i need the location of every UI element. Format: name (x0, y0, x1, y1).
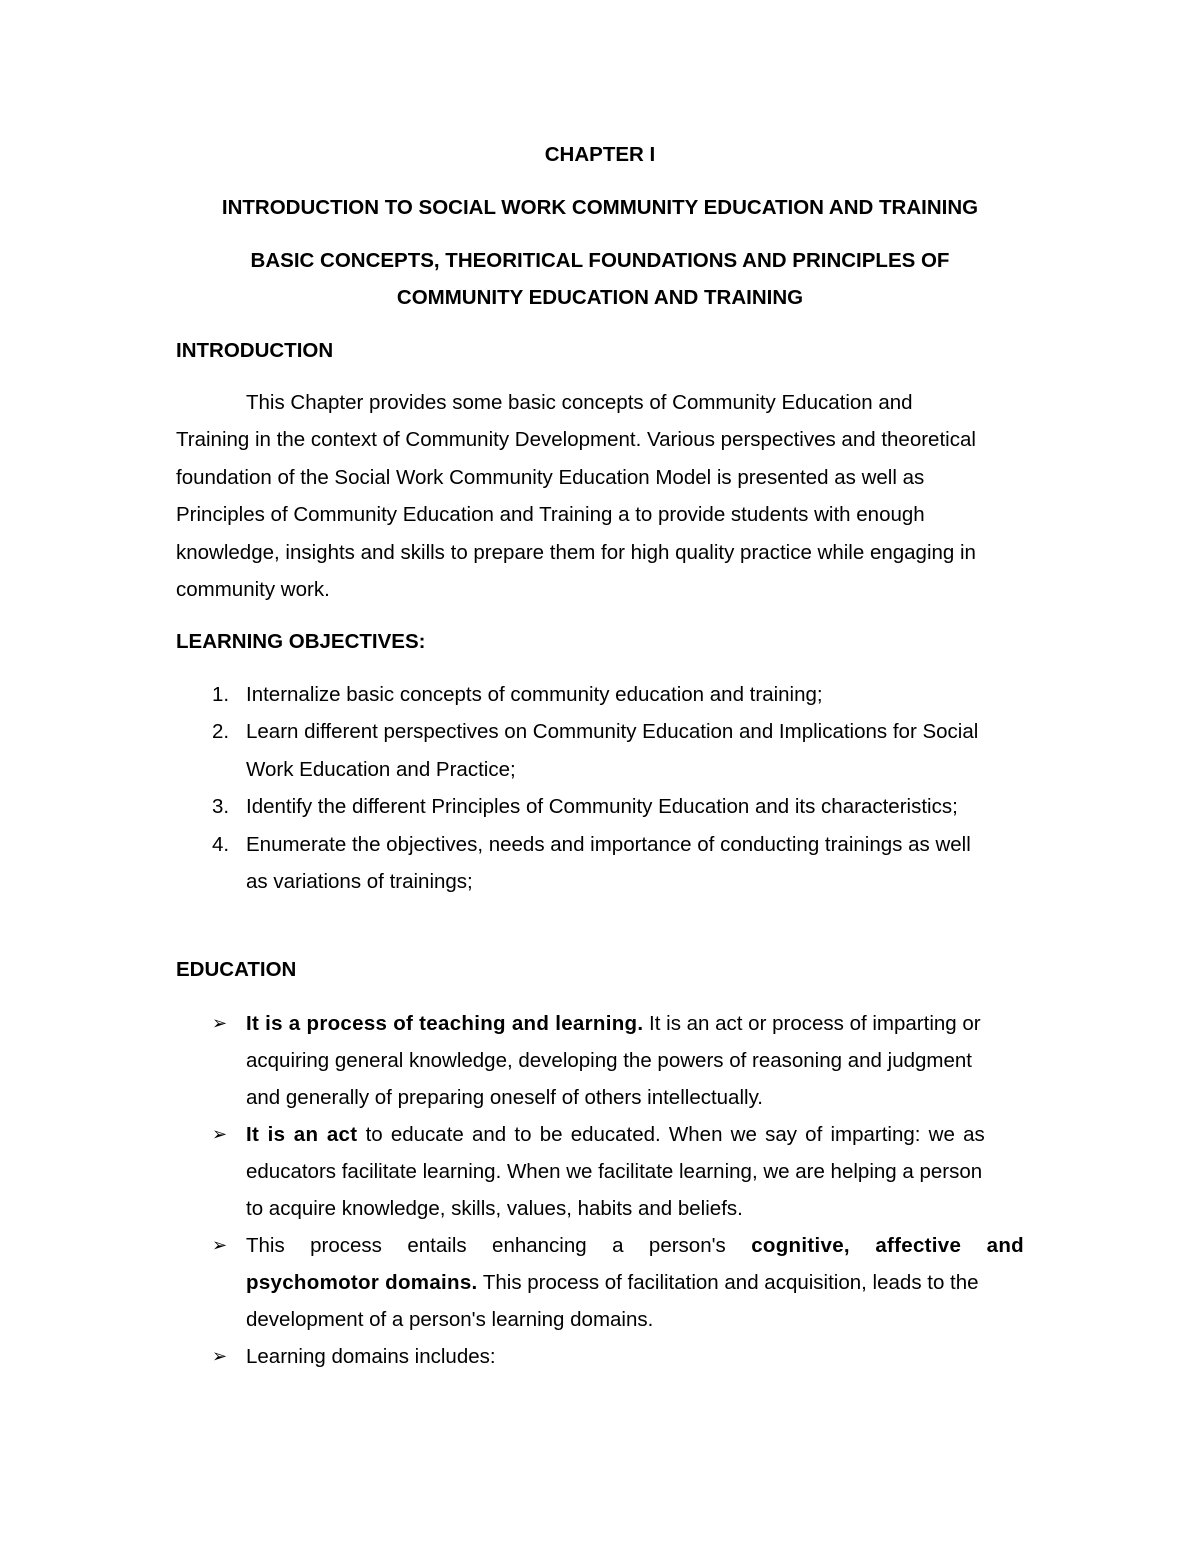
list-number: 2. (212, 720, 230, 744)
bullet-line (246, 1264, 1024, 1301)
list-number: 4. (212, 832, 230, 856)
arrow-bullet-icon: ➢ (212, 1346, 228, 1366)
education-bullet-list (176, 1005, 1024, 1375)
bullet-line: acquiring general knowledge, developing the powers of reasoning and judgment (246, 1049, 972, 1072)
bold-phrase: It is an act (246, 1123, 358, 1146)
bullet-line: development of a person's learning domains. (246, 1308, 654, 1331)
bold-phrase: It is a process of teaching and learning. (246, 1012, 644, 1035)
paragraph-line: foundation of the Social Work Community Education Model is presented as well as (176, 465, 925, 489)
bullet-word: enhancing (492, 1234, 587, 1257)
arrow-bullet-icon: ➢ (212, 1124, 228, 1144)
paragraph-line: Training in the context of Community Development. Various perspectives and theoretical (176, 428, 976, 452)
list-item-text: Work Education and Practice; (246, 757, 516, 781)
list-item (176, 1005, 1024, 1116)
learning-objectives-heading: LEARNING OBJECTIVES: (176, 630, 426, 653)
education-heading: EDUCATION (176, 958, 297, 981)
bold-phrase: psychomotor domains. (246, 1271, 478, 1294)
list-number: 3. (212, 795, 230, 819)
list-number: 1. (212, 683, 230, 706)
list-item-text: Learn different perspectives on Community Education and Implications for Social (246, 720, 979, 744)
bullet-line: Learning domains includes: (246, 1345, 496, 1368)
chapter-subtitle-line-2: COMMUNITY EDUCATION AND TRAINING (396, 286, 804, 309)
bullet-text: It is an act or process of imparting or (649, 1012, 981, 1035)
list-item-text: as variations of trainings; (246, 870, 473, 894)
introduction-paragraph (176, 384, 1024, 608)
bullet-line (246, 1227, 1024, 1264)
arrow-bullet-icon: ➢ (212, 1013, 228, 1033)
bold-word: and (986, 1234, 1024, 1257)
introduction-heading: INTRODUCTION (176, 339, 334, 362)
bullet-word: entails (407, 1234, 467, 1257)
bullet-word: process (310, 1234, 382, 1257)
list-item (176, 713, 1024, 788)
bullet-line: educators facilitate learning. When we facilitate learning, we are helping a person (246, 1160, 983, 1183)
list-item (176, 676, 1024, 713)
bullet-text: This process of facilitation and acquisition, leads to the (482, 1271, 979, 1294)
paragraph-line: community work. (176, 578, 330, 602)
paragraph-line: This Chapter provides some basic concepts of Community Education and (246, 391, 913, 414)
bold-word: affective (875, 1234, 962, 1257)
bullet-line: and generally of preparing oneself of others intellectually. (246, 1086, 763, 1109)
chapter-label: CHAPTER I (544, 143, 656, 166)
list-item (176, 1338, 1024, 1375)
bullet-line (246, 1005, 1024, 1042)
bullet-word: This (246, 1234, 285, 1257)
list-item-text: Enumerate the objectives, needs and importance of conducting trainings as well (246, 832, 971, 856)
bold-word: cognitive, (751, 1234, 850, 1257)
bullet-line: to acquire knowledge, skills, values, habits and beliefs. (246, 1197, 743, 1220)
document-page (176, 0, 1024, 1553)
list-item-text: Internalize basic concepts of community education and training; (246, 683, 823, 706)
list-item-text: Identify the different Principles of Community Education and its characteristics; (246, 795, 958, 819)
bullet-text: to educate and to be educated. When we say of imparting: we as (365, 1123, 985, 1146)
bullet-word: person's (648, 1234, 726, 1257)
bullet-word: a (612, 1234, 624, 1257)
paragraph-line: knowledge, insights and skills to prepare them for high quality practice while engaging in (176, 540, 976, 564)
list-item (176, 826, 1024, 901)
list-item (176, 1227, 1024, 1338)
arrow-bullet-icon: ➢ (212, 1235, 228, 1255)
list-item (176, 1116, 1024, 1227)
chapter-subtitle-line-1: BASIC CONCEPTS, THEORITICAL FOUNDATIONS AND PRINCIPLES OF (250, 249, 950, 272)
learning-objectives-list (176, 676, 1024, 900)
list-item (176, 788, 1024, 825)
chapter-title: INTRODUCTION TO SOCIAL WORK COMMUNITY EDUCATION AND TRAINING (221, 196, 979, 219)
paragraph-line: Principles of Community Education and Training a to provide students with enough (176, 503, 925, 527)
bullet-line (246, 1116, 1024, 1153)
